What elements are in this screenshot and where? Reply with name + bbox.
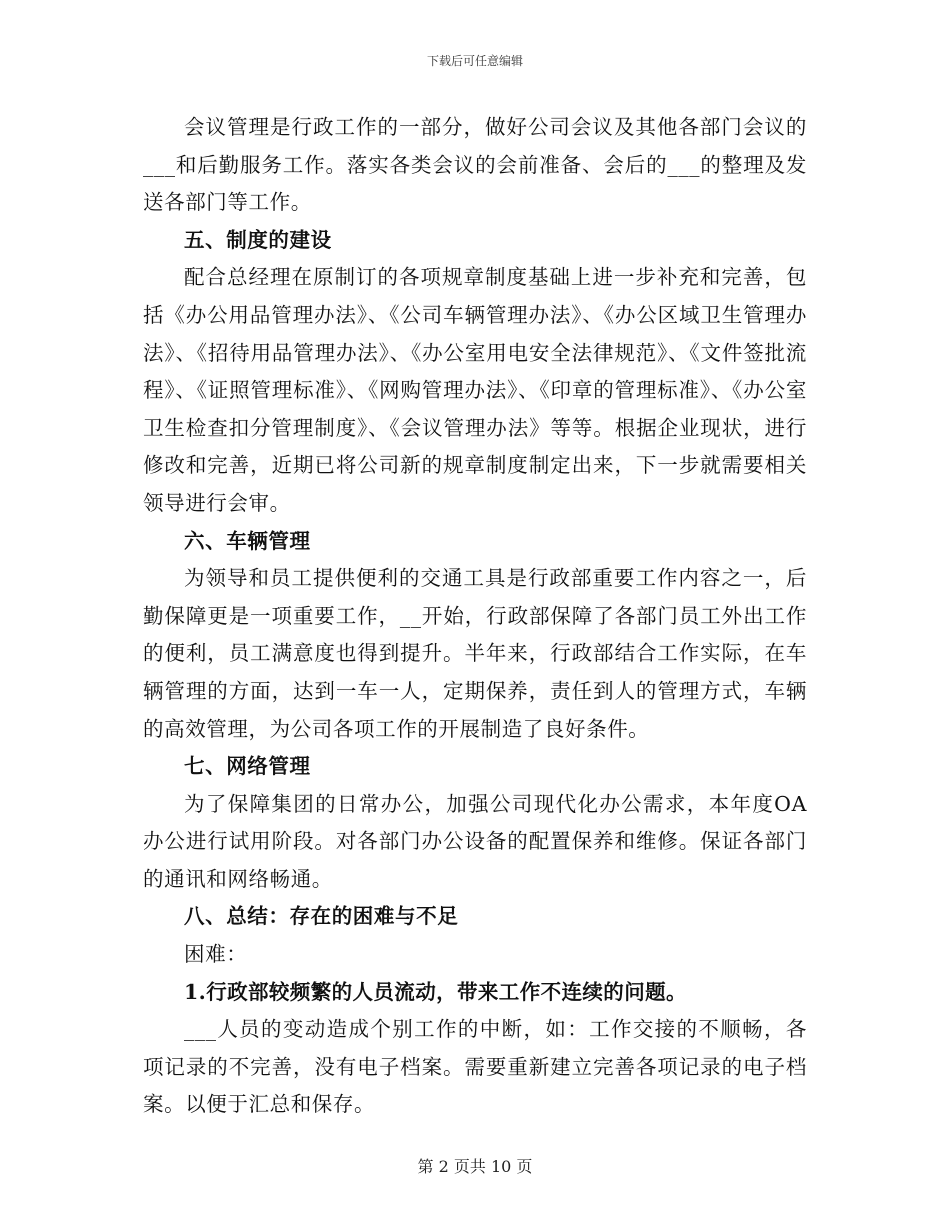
- page-footer-number: 第 2 页共 10 页: [417, 1157, 533, 1176]
- paragraph-staff-turnover: ___人员的变动造成个别工作的中断，如：工作交接的不顺畅，各项记录的不完善，没有电子档案。需要重新建立完善各项记录的电子档案。以便于汇总和保存。: [143, 1017, 807, 1117]
- section-heading-network-management: 七、网络管理: [184, 754, 311, 779]
- paragraph-vehicle-management: 为领导和员工提供便利的交通工具是行政部重要工作内容之一，后勤保障更是一项重要工作，__开始，行政部保障了各部门员工外出工作的便利，员工满意度也得到提升。半年来，行政部结合工作实际，在车辆管理的方面，达到一车一人，定期保养，责任到人的管理方式，车辆的高效管理，为公司各项工作的开展制造了良好条件。: [143, 566, 807, 741]
- subheading-staff-turnover: 1.行政部较频繁的人员流动，带来工作不连续的问题。: [184, 979, 687, 1004]
- section-heading-vehicle-management: 六、车辆管理: [184, 528, 311, 553]
- section-heading-system-building: 五、制度的建设: [184, 227, 332, 252]
- document-body: [143, 109, 807, 1124]
- section-heading-summary: 八、总结：存在的困难与不足: [184, 904, 459, 929]
- page-header-note: 下载后可任意编辑: [426, 54, 523, 68]
- paragraph-meeting-management: 会议管理是行政工作的一部分，做好公司会议及其他各部门会议的___和后勤服务工作。落实各类会议的会前准备、会后的___的整理及发送各部门等工作。: [143, 115, 807, 215]
- paragraph-difficulties-label: 困难：: [184, 942, 248, 967]
- paragraph-network-management: 为了保障集团的日常办公，加强公司现代化办公需求，本年度OA办公进行试用阶段。对各部门办公设备的配置保养和维修。保证各部门的通讯和网络畅通。: [143, 791, 807, 891]
- paragraph-system-building: 配合总经理在原制订的各项规章制度基础上进一步补充和完善，包括《办公用品管理办法》、《公司车辆管理办法》、《办公区域卫生管理办法》、《招待用品管理办法》、《办公室用电安全法律规范》、《文件签批流程》、《证照管理标准》、《网购管理办法》、《印章的管理标准》、《办公室卫生检查扣分管理制度》、《会议管理办法》等等。根据企业现状，进行修改和完善，近期已将公司新的规章制度制定出来，下一步就需要相关领导进行会审。: [143, 265, 807, 515]
